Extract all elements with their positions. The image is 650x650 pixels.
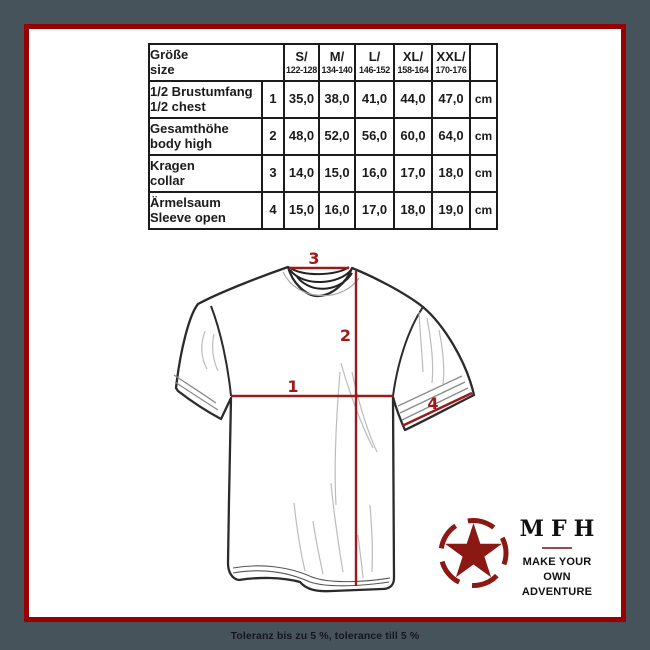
value-cell: 15,0	[319, 155, 355, 192]
marker-1: 1	[287, 377, 299, 396]
brand-logo	[508, 517, 606, 600]
header-col-xxl: XXL/ 170-176	[432, 44, 470, 81]
table-row-body-height	[149, 118, 497, 155]
value-cell: 15,0	[284, 192, 319, 229]
value-cell: 38,0	[319, 81, 355, 118]
marker-2: 2	[339, 326, 351, 345]
header-label-de: Größe	[150, 46, 189, 62]
value-cell: 17,0	[394, 155, 432, 192]
value-cell: 16,0	[319, 192, 355, 229]
row-label: Gesamthöhe body high	[149, 118, 262, 155]
value-cell: 64,0	[432, 118, 470, 155]
content-panel	[24, 24, 626, 622]
value-cell: 48,0	[284, 118, 319, 155]
star-icon	[436, 515, 511, 590]
value-cell: 19,0	[432, 192, 470, 229]
row-label: Kragen collar	[149, 155, 262, 192]
header-col-xl: XL/ 158-164	[394, 44, 432, 81]
value-cell: 47,0	[432, 81, 470, 118]
table-header-row	[149, 44, 497, 81]
row-number: 1	[262, 81, 284, 118]
marker-3: 3	[308, 249, 320, 268]
header-size-label	[149, 44, 284, 81]
value-cell: 41,0	[355, 81, 394, 118]
table-row-sleeve	[149, 192, 497, 229]
tolerance-note	[0, 622, 650, 650]
row-number: 3	[262, 155, 284, 192]
brand-tagline-line2: ADVENTURE	[521, 586, 593, 598]
header-col-m: M/ 134-140	[319, 44, 355, 81]
row-number: 4	[262, 192, 284, 229]
unit-cell: cm	[470, 155, 497, 192]
unit-cell: cm	[470, 192, 497, 229]
header-col-s: S/ 122-128	[284, 44, 319, 81]
value-cell: 56,0	[355, 118, 394, 155]
row-number: 2	[262, 118, 284, 155]
brand-name: MFH	[519, 516, 602, 542]
logo-divider	[542, 547, 572, 549]
value-cell: 35,0	[284, 81, 319, 118]
header-label-en: size	[150, 61, 175, 77]
value-cell: 60,0	[394, 118, 432, 155]
tolerance-text: Toleranz bis zu 5 %, tolerance till 5 %	[230, 630, 420, 642]
value-cell: 14,0	[284, 155, 319, 192]
tshirt-outline	[176, 267, 474, 591]
value-cell: 52,0	[319, 118, 355, 155]
row-label: Ärmelsaum Sleeve open	[149, 192, 262, 229]
row-label: 1/2 Brustumfang 1/2 chest	[149, 81, 262, 118]
unit-cell: cm	[470, 81, 497, 118]
value-cell: 16,0	[355, 155, 394, 192]
value-cell: 17,0	[355, 192, 394, 229]
unit-cell: cm	[470, 118, 497, 155]
value-cell: 18,0	[394, 192, 432, 229]
brand-tagline-line1: MAKE YOUR OWN	[522, 556, 592, 583]
value-cell: 44,0	[394, 81, 432, 118]
header-unit-cell	[470, 44, 497, 81]
marker-4: 4	[427, 394, 439, 413]
size-table	[148, 43, 498, 230]
table-row-chest	[149, 81, 497, 118]
header-col-l: L/ 146-152	[355, 44, 394, 81]
table-row-collar	[149, 155, 497, 192]
value-cell: 18,0	[432, 155, 470, 192]
